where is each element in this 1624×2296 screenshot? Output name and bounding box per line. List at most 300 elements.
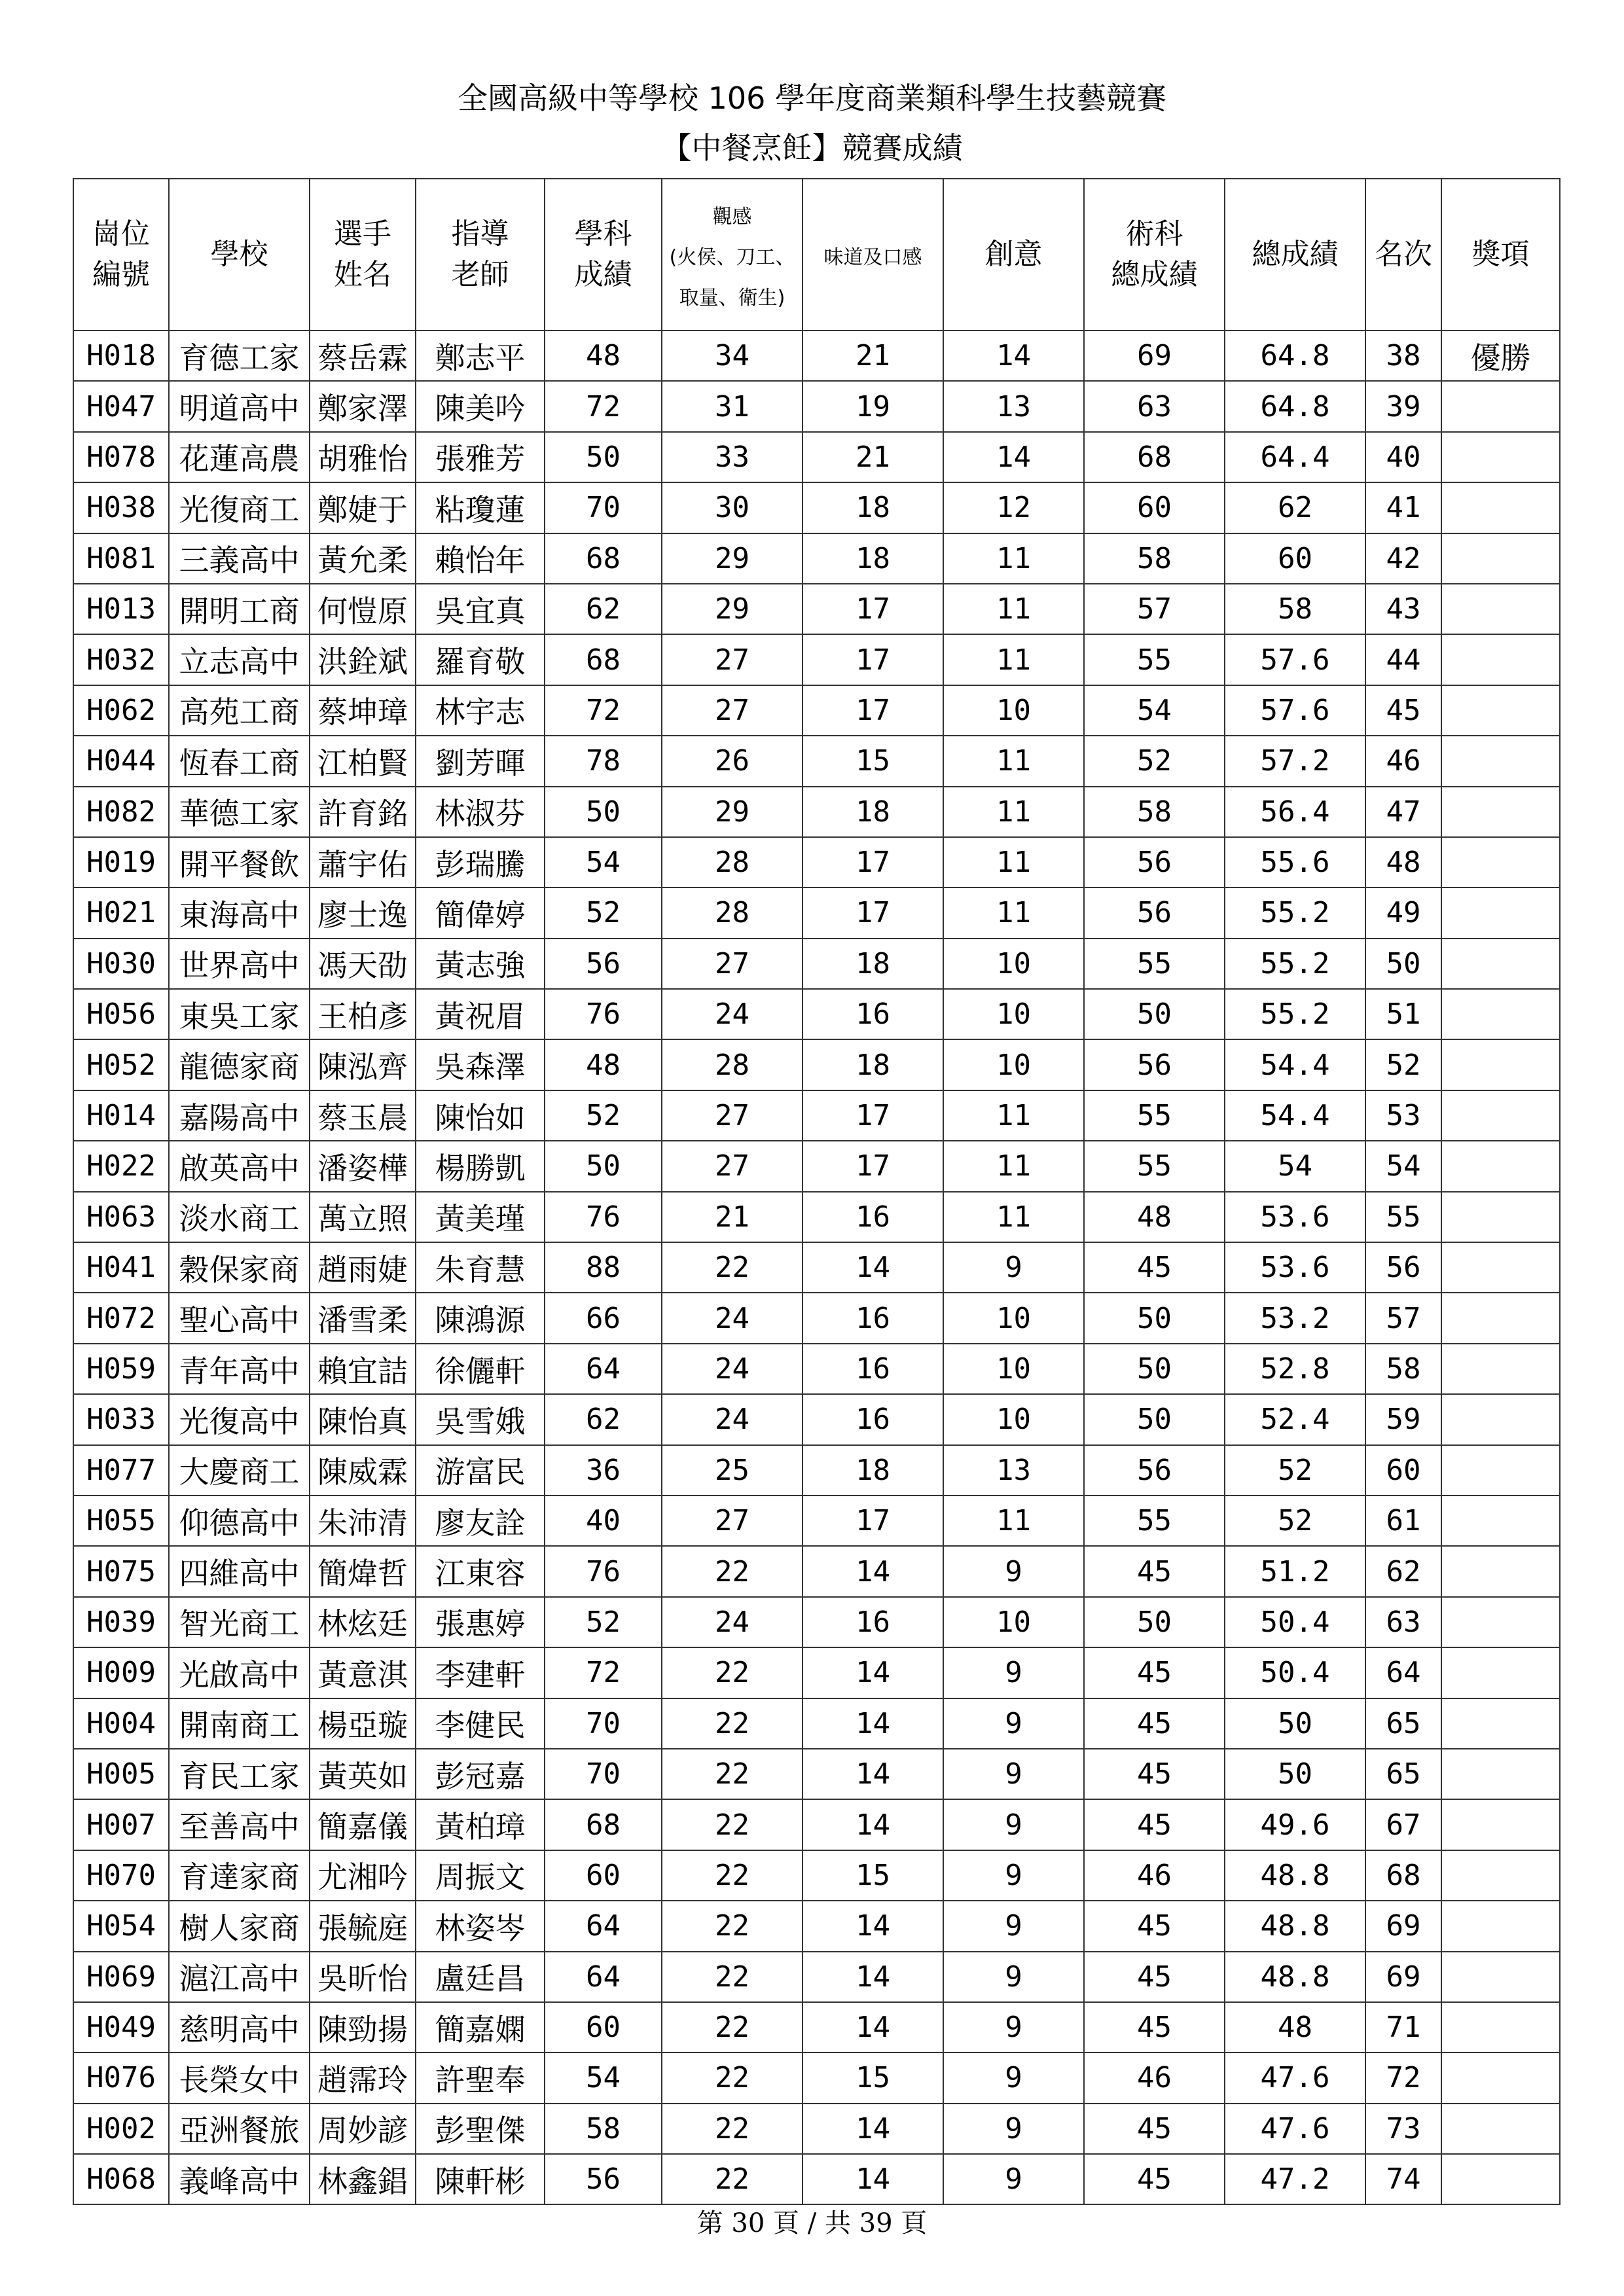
cell-taste: 15 — [803, 1850, 943, 1901]
cell-school: 嘉陽高中 — [169, 1090, 310, 1141]
cell-teacher: 陳鴻源 — [416, 1293, 545, 1343]
cell-school: 穀保家商 — [169, 1242, 310, 1293]
cell-taste: 17 — [803, 685, 943, 736]
cell-appearance: 26 — [662, 736, 803, 786]
cell-teacher: 張惠婷 — [416, 1597, 545, 1647]
cell-award — [1441, 2053, 1560, 2103]
cell-award — [1441, 2154, 1560, 2204]
cell-school: 仰德高中 — [169, 1496, 310, 1546]
cell-skill-total: 55 — [1084, 1090, 1225, 1141]
cell-award — [1441, 1597, 1560, 1647]
header-school: 學校 — [169, 179, 310, 331]
cell-skill-total: 45 — [1084, 1799, 1225, 1850]
cell-rank: 53 — [1365, 1090, 1441, 1141]
cell-rank: 50 — [1365, 939, 1441, 989]
cell-total-score: 60 — [1225, 533, 1365, 584]
header-total-score: 總成績 — [1225, 179, 1365, 331]
cell-subject-score: 50 — [545, 787, 662, 837]
table-row — [73, 1445, 1560, 1496]
cell-subject-score: 56 — [545, 939, 662, 989]
cell-taste: 14 — [803, 1901, 943, 1951]
cell-appearance: 25 — [662, 1445, 803, 1496]
cell-award — [1441, 837, 1560, 888]
cell-subject-score: 48 — [545, 1039, 662, 1090]
cell-creativity: 13 — [943, 1445, 1084, 1496]
cell-skill-total: 57 — [1084, 584, 1225, 634]
table-row — [73, 1952, 1560, 2002]
cell-taste: 17 — [803, 1496, 943, 1546]
cell-player: 陳怡真 — [310, 1394, 416, 1444]
cell-award — [1441, 1090, 1560, 1141]
cell-award — [1441, 888, 1560, 938]
cell-total-score: 56.4 — [1225, 787, 1365, 837]
cell-player: 吳昕怡 — [310, 1952, 416, 2002]
cell-school: 開南商工 — [169, 1698, 310, 1749]
cell-creativity: 9 — [943, 1749, 1084, 1799]
cell-rank: 69 — [1365, 1952, 1441, 2002]
cell-total-score: 55.2 — [1225, 888, 1365, 938]
cell-creativity: 13 — [943, 381, 1084, 431]
cell-award — [1441, 1698, 1560, 1749]
cell-station-id: H077 — [73, 1445, 169, 1496]
cell-player: 陳威霖 — [310, 1445, 416, 1496]
cell-appearance: 29 — [662, 584, 803, 634]
cell-rank: 64 — [1365, 1647, 1441, 1698]
cell-rank: 68 — [1365, 1850, 1441, 1901]
cell-teacher: 黃志強 — [416, 939, 545, 989]
cell-creativity: 9 — [943, 1799, 1084, 1850]
cell-player: 尤湘吟 — [310, 1850, 416, 1901]
cell-taste: 16 — [803, 1192, 943, 1242]
cell-teacher: 楊勝凱 — [416, 1141, 545, 1191]
cell-school: 青年高中 — [169, 1344, 310, 1394]
cell-award — [1441, 1952, 1560, 2002]
cell-rank: 73 — [1365, 2104, 1441, 2154]
table-row — [73, 1647, 1560, 1698]
cell-award — [1441, 1394, 1560, 1444]
cell-skill-total: 45 — [1084, 1749, 1225, 1799]
cell-teacher: 江東容 — [416, 1546, 545, 1596]
cell-appearance: 22 — [662, 1952, 803, 2002]
cell-teacher: 林宇志 — [416, 685, 545, 736]
cell-total-score: 52 — [1225, 1445, 1365, 1496]
cell-award — [1441, 1546, 1560, 1596]
cell-taste: 14 — [803, 2002, 943, 2053]
cell-total-score: 47.6 — [1225, 2053, 1365, 2103]
table-row — [73, 533, 1560, 584]
table-row — [73, 634, 1560, 685]
cell-subject-score: 62 — [545, 584, 662, 634]
cell-station-id: H063 — [73, 1192, 169, 1242]
cell-station-id: H005 — [73, 1749, 169, 1799]
cell-skill-total: 50 — [1084, 1344, 1225, 1394]
cell-teacher: 陳美吟 — [416, 381, 545, 431]
cell-award — [1441, 1242, 1560, 1293]
table-row — [73, 2154, 1560, 2204]
cell-taste: 14 — [803, 2104, 943, 2154]
cell-teacher: 徐儷軒 — [416, 1344, 545, 1394]
cell-award — [1441, 1039, 1560, 1090]
cell-teacher: 粘瓊蓮 — [416, 482, 545, 533]
cell-award — [1441, 685, 1560, 736]
cell-rank: 71 — [1365, 2002, 1441, 2053]
cell-subject-score: 64 — [545, 1344, 662, 1394]
cell-subject-score: 56 — [545, 2154, 662, 2204]
cell-taste: 21 — [803, 331, 943, 381]
cell-teacher: 林淑芬 — [416, 787, 545, 837]
cell-skill-total: 54 — [1084, 685, 1225, 736]
cell-station-id: H019 — [73, 837, 169, 888]
cell-player: 張毓庭 — [310, 1901, 416, 1951]
cell-skill-total: 55 — [1084, 1141, 1225, 1191]
cell-school: 開明工商 — [169, 584, 310, 634]
cell-station-id: H076 — [73, 2053, 169, 2103]
cell-station-id: H013 — [73, 584, 169, 634]
table-row — [73, 584, 1560, 634]
cell-creativity: 11 — [943, 1141, 1084, 1191]
cell-school: 樹人家商 — [169, 1901, 310, 1951]
cell-skill-total: 45 — [1084, 2104, 1225, 2154]
cell-skill-total: 58 — [1084, 533, 1225, 584]
cell-creativity: 9 — [943, 1952, 1084, 2002]
cell-award — [1441, 584, 1560, 634]
cell-creativity: 10 — [943, 1394, 1084, 1444]
cell-station-id: H049 — [73, 2002, 169, 2053]
cell-teacher: 周振文 — [416, 1850, 545, 1901]
cell-school: 育德工家 — [169, 331, 310, 381]
cell-school: 三義高中 — [169, 533, 310, 584]
cell-player: 馮天劭 — [310, 939, 416, 989]
cell-player: 周妙諺 — [310, 2104, 416, 2154]
cell-station-id: H033 — [73, 1394, 169, 1444]
cell-appearance: 28 — [662, 1039, 803, 1090]
cell-appearance: 28 — [662, 888, 803, 938]
cell-station-id: H041 — [73, 1242, 169, 1293]
cell-creativity: 9 — [943, 1546, 1084, 1596]
cell-school: 花蓮高農 — [169, 432, 310, 482]
cell-player: 潘姿樺 — [310, 1141, 416, 1191]
cell-station-id: H054 — [73, 1901, 169, 1951]
cell-total-score: 53.6 — [1225, 1242, 1365, 1293]
cell-station-id: H032 — [73, 634, 169, 685]
cell-appearance: 24 — [662, 989, 803, 1039]
table-row — [73, 1242, 1560, 1293]
cell-creativity: 11 — [943, 837, 1084, 888]
cell-rank: 65 — [1365, 1698, 1441, 1749]
cell-school: 華德工家 — [169, 787, 310, 837]
cell-taste: 18 — [803, 787, 943, 837]
cell-total-score: 64.8 — [1225, 331, 1365, 381]
cell-station-id: H021 — [73, 888, 169, 938]
cell-skill-total: 69 — [1084, 331, 1225, 381]
cell-player: 蔡岳霖 — [310, 331, 416, 381]
cell-school: 光啟高中 — [169, 1647, 310, 1698]
table-row — [73, 482, 1560, 533]
cell-player: 林炫廷 — [310, 1597, 416, 1647]
cell-rank: 58 — [1365, 1344, 1441, 1394]
cell-player: 胡雅怡 — [310, 432, 416, 482]
header-taste: 味道及口感 — [803, 179, 943, 331]
cell-teacher: 鄭志平 — [416, 331, 545, 381]
cell-appearance: 29 — [662, 533, 803, 584]
cell-total-score: 49.6 — [1225, 1799, 1365, 1850]
cell-taste: 18 — [803, 1039, 943, 1090]
cell-award — [1441, 1293, 1560, 1343]
cell-teacher: 吳森澤 — [416, 1039, 545, 1090]
cell-teacher: 彭聖傑 — [416, 2104, 545, 2154]
cell-total-score: 64.8 — [1225, 381, 1365, 431]
cell-creativity: 9 — [943, 1698, 1084, 1749]
cell-skill-total: 48 — [1084, 1192, 1225, 1242]
cell-school: 龍德家商 — [169, 1039, 310, 1090]
cell-skill-total: 45 — [1084, 1647, 1225, 1698]
cell-station-id: H059 — [73, 1344, 169, 1394]
cell-rank: 60 — [1365, 1445, 1441, 1496]
cell-taste: 18 — [803, 939, 943, 989]
cell-taste: 16 — [803, 1597, 943, 1647]
header-id: 崗位 編號 — [73, 179, 169, 331]
cell-subject-score: 70 — [545, 1749, 662, 1799]
cell-player: 林鑫錩 — [310, 2154, 416, 2204]
cell-total-score: 50 — [1225, 1749, 1365, 1799]
cell-award — [1441, 1192, 1560, 1242]
cell-station-id: H018 — [73, 331, 169, 381]
cell-station-id: H039 — [73, 1597, 169, 1647]
cell-teacher: 許聖奉 — [416, 2053, 545, 2103]
cell-rank: 51 — [1365, 989, 1441, 1039]
cell-taste: 16 — [803, 1344, 943, 1394]
cell-rank: 45 — [1365, 685, 1441, 736]
cell-award — [1441, 1496, 1560, 1546]
cell-player: 潘雪柔 — [310, 1293, 416, 1343]
cell-creativity: 11 — [943, 888, 1084, 938]
cell-total-score: 62 — [1225, 482, 1365, 533]
cell-appearance: 24 — [662, 1344, 803, 1394]
cell-creativity: 9 — [943, 2154, 1084, 2204]
cell-rank: 46 — [1365, 736, 1441, 786]
cell-award — [1441, 1799, 1560, 1850]
cell-subject-score: 70 — [545, 1698, 662, 1749]
cell-award — [1441, 381, 1560, 431]
cell-subject-score: 60 — [545, 1850, 662, 1901]
cell-player: 蕭宇佑 — [310, 837, 416, 888]
cell-teacher: 陳怡如 — [416, 1090, 545, 1141]
cell-teacher: 簡嘉嫻 — [416, 2002, 545, 2053]
cell-player: 何愷原 — [310, 584, 416, 634]
cell-skill-total: 50 — [1084, 1293, 1225, 1343]
cell-skill-total: 45 — [1084, 1546, 1225, 1596]
cell-creativity: 9 — [943, 1901, 1084, 1951]
cell-player: 趙霈玲 — [310, 2053, 416, 2103]
cell-skill-total: 55 — [1084, 939, 1225, 989]
cell-teacher: 李建軒 — [416, 1647, 545, 1698]
cell-total-score: 57.6 — [1225, 634, 1365, 685]
cell-taste: 17 — [803, 1141, 943, 1191]
cell-creativity: 9 — [943, 1242, 1084, 1293]
cell-appearance: 24 — [662, 1597, 803, 1647]
cell-appearance: 27 — [662, 685, 803, 736]
cell-creativity: 10 — [943, 939, 1084, 989]
cell-skill-total: 56 — [1084, 888, 1225, 938]
cell-taste: 14 — [803, 1749, 943, 1799]
cell-appearance: 24 — [662, 1293, 803, 1343]
cell-subject-score: 88 — [545, 1242, 662, 1293]
table-row — [73, 1901, 1560, 1951]
cell-school: 光復高中 — [169, 1394, 310, 1444]
cell-teacher: 李健民 — [416, 1698, 545, 1749]
cell-creativity: 9 — [943, 1850, 1084, 1901]
cell-taste: 18 — [803, 533, 943, 584]
cell-appearance: 22 — [662, 1799, 803, 1850]
cell-player: 廖士逸 — [310, 888, 416, 938]
cell-award — [1441, 1901, 1560, 1951]
cell-appearance: 27 — [662, 939, 803, 989]
cell-appearance: 22 — [662, 1242, 803, 1293]
cell-appearance: 27 — [662, 1496, 803, 1546]
cell-total-score: 50.4 — [1225, 1647, 1365, 1698]
cell-appearance: 22 — [662, 1647, 803, 1698]
cell-school: 義峰高中 — [169, 2154, 310, 2204]
cell-subject-score: 64 — [545, 1901, 662, 1951]
table-row — [73, 432, 1560, 482]
table-row — [73, 1850, 1560, 1901]
cell-rank: 57 — [1365, 1293, 1441, 1343]
cell-taste: 16 — [803, 1394, 943, 1444]
cell-rank: 56 — [1365, 1242, 1441, 1293]
table-row — [73, 989, 1560, 1039]
cell-school: 長榮女中 — [169, 2053, 310, 2103]
table-row — [73, 2002, 1560, 2053]
cell-skill-total: 45 — [1084, 1242, 1225, 1293]
table-row — [73, 1394, 1560, 1444]
cell-total-score: 57.6 — [1225, 685, 1365, 736]
cell-teacher: 黃柏璋 — [416, 1799, 545, 1850]
cell-award — [1441, 1749, 1560, 1799]
cell-subject-score: 40 — [545, 1496, 662, 1546]
cell-subject-score: 72 — [545, 381, 662, 431]
cell-award — [1441, 1647, 1560, 1698]
cell-teacher: 盧廷昌 — [416, 1952, 545, 2002]
results-table — [73, 178, 1561, 2205]
cell-school: 育民工家 — [169, 1749, 310, 1799]
cell-rank: 52 — [1365, 1039, 1441, 1090]
cell-rank: 49 — [1365, 888, 1441, 938]
cell-total-score: 53.2 — [1225, 1293, 1365, 1343]
cell-creativity: 11 — [943, 1192, 1084, 1242]
cell-player: 鄭家澤 — [310, 381, 416, 431]
cell-station-id: H002 — [73, 2104, 169, 2154]
table-row — [73, 837, 1560, 888]
cell-skill-total: 45 — [1084, 2002, 1225, 2053]
cell-award — [1441, 939, 1560, 989]
cell-creativity: 14 — [943, 432, 1084, 482]
cell-creativity: 10 — [943, 1293, 1084, 1343]
cell-rank: 41 — [1365, 482, 1441, 533]
cell-appearance: 24 — [662, 1394, 803, 1444]
cell-subject-score: 58 — [545, 2104, 662, 2154]
table-row — [73, 685, 1560, 736]
table-row — [73, 1496, 1560, 1546]
cell-appearance: 27 — [662, 634, 803, 685]
cell-total-score: 48 — [1225, 2002, 1365, 2053]
cell-rank: 65 — [1365, 1749, 1441, 1799]
cell-subject-score: 72 — [545, 685, 662, 736]
cell-station-id: H014 — [73, 1090, 169, 1141]
cell-station-id: H075 — [73, 1546, 169, 1596]
table-row — [73, 736, 1560, 786]
cell-player: 黃英如 — [310, 1749, 416, 1799]
header-appearance: 觀感 (火侯、刀工、 取量、衛生) — [662, 179, 803, 331]
cell-award — [1441, 482, 1560, 533]
cell-teacher: 簡偉婷 — [416, 888, 545, 938]
cell-school: 恆春工商 — [169, 736, 310, 786]
cell-station-id: H038 — [73, 482, 169, 533]
cell-school: 滬江高中 — [169, 1952, 310, 2002]
header-row — [73, 179, 1560, 331]
cell-taste: 19 — [803, 381, 943, 431]
cell-taste: 15 — [803, 2053, 943, 2103]
cell-station-id: H044 — [73, 736, 169, 786]
cell-subject-score: 52 — [545, 888, 662, 938]
cell-station-id: H007 — [73, 1799, 169, 1850]
cell-school: 慈明高中 — [169, 2002, 310, 2053]
table-row — [73, 787, 1560, 837]
cell-school: 啟英高中 — [169, 1141, 310, 1191]
cell-skill-total: 50 — [1084, 989, 1225, 1039]
cell-subject-score: 76 — [545, 1546, 662, 1596]
cell-creativity: 11 — [943, 787, 1084, 837]
cell-taste: 21 — [803, 432, 943, 482]
cell-creativity: 11 — [943, 736, 1084, 786]
page-subtitle: 【中餐烹飪】競賽成績 — [661, 130, 963, 166]
cell-total-score: 54.4 — [1225, 1039, 1365, 1090]
cell-station-id: H062 — [73, 685, 169, 736]
cell-creativity: 10 — [943, 989, 1084, 1039]
cell-appearance: 22 — [662, 1901, 803, 1951]
header-creativity: 創意 — [943, 179, 1084, 331]
cell-total-score: 48.8 — [1225, 1901, 1365, 1951]
cell-taste: 17 — [803, 888, 943, 938]
cell-player: 黃意淇 — [310, 1647, 416, 1698]
cell-station-id: H078 — [73, 432, 169, 482]
table-row — [73, 1192, 1560, 1242]
cell-total-score: 53.6 — [1225, 1192, 1365, 1242]
cell-taste: 14 — [803, 1799, 943, 1850]
cell-subject-score: 76 — [545, 1192, 662, 1242]
cell-subject-score: 48 — [545, 331, 662, 381]
cell-award: 優勝 — [1441, 331, 1560, 381]
cell-subject-score: 54 — [545, 2053, 662, 2103]
cell-skill-total: 45 — [1084, 2154, 1225, 2204]
cell-creativity: 9 — [943, 1647, 1084, 1698]
cell-creativity: 10 — [943, 685, 1084, 736]
header-subject-score: 學科 成績 — [545, 179, 662, 331]
cell-skill-total: 63 — [1084, 381, 1225, 431]
cell-award — [1441, 1344, 1560, 1394]
cell-school: 智光商工 — [169, 1597, 310, 1647]
cell-skill-total: 56 — [1084, 1445, 1225, 1496]
cell-award — [1441, 432, 1560, 482]
cell-subject-score: 50 — [545, 432, 662, 482]
cell-teacher: 劉芳暉 — [416, 736, 545, 786]
cell-school: 東海高中 — [169, 888, 310, 938]
cell-teacher: 陳軒彬 — [416, 2154, 545, 2204]
cell-total-score: 54.4 — [1225, 1090, 1365, 1141]
table-row — [73, 1141, 1560, 1191]
cell-total-score: 55.2 — [1225, 939, 1365, 989]
cell-creativity: 11 — [943, 1496, 1084, 1546]
cell-total-score: 50.4 — [1225, 1597, 1365, 1647]
